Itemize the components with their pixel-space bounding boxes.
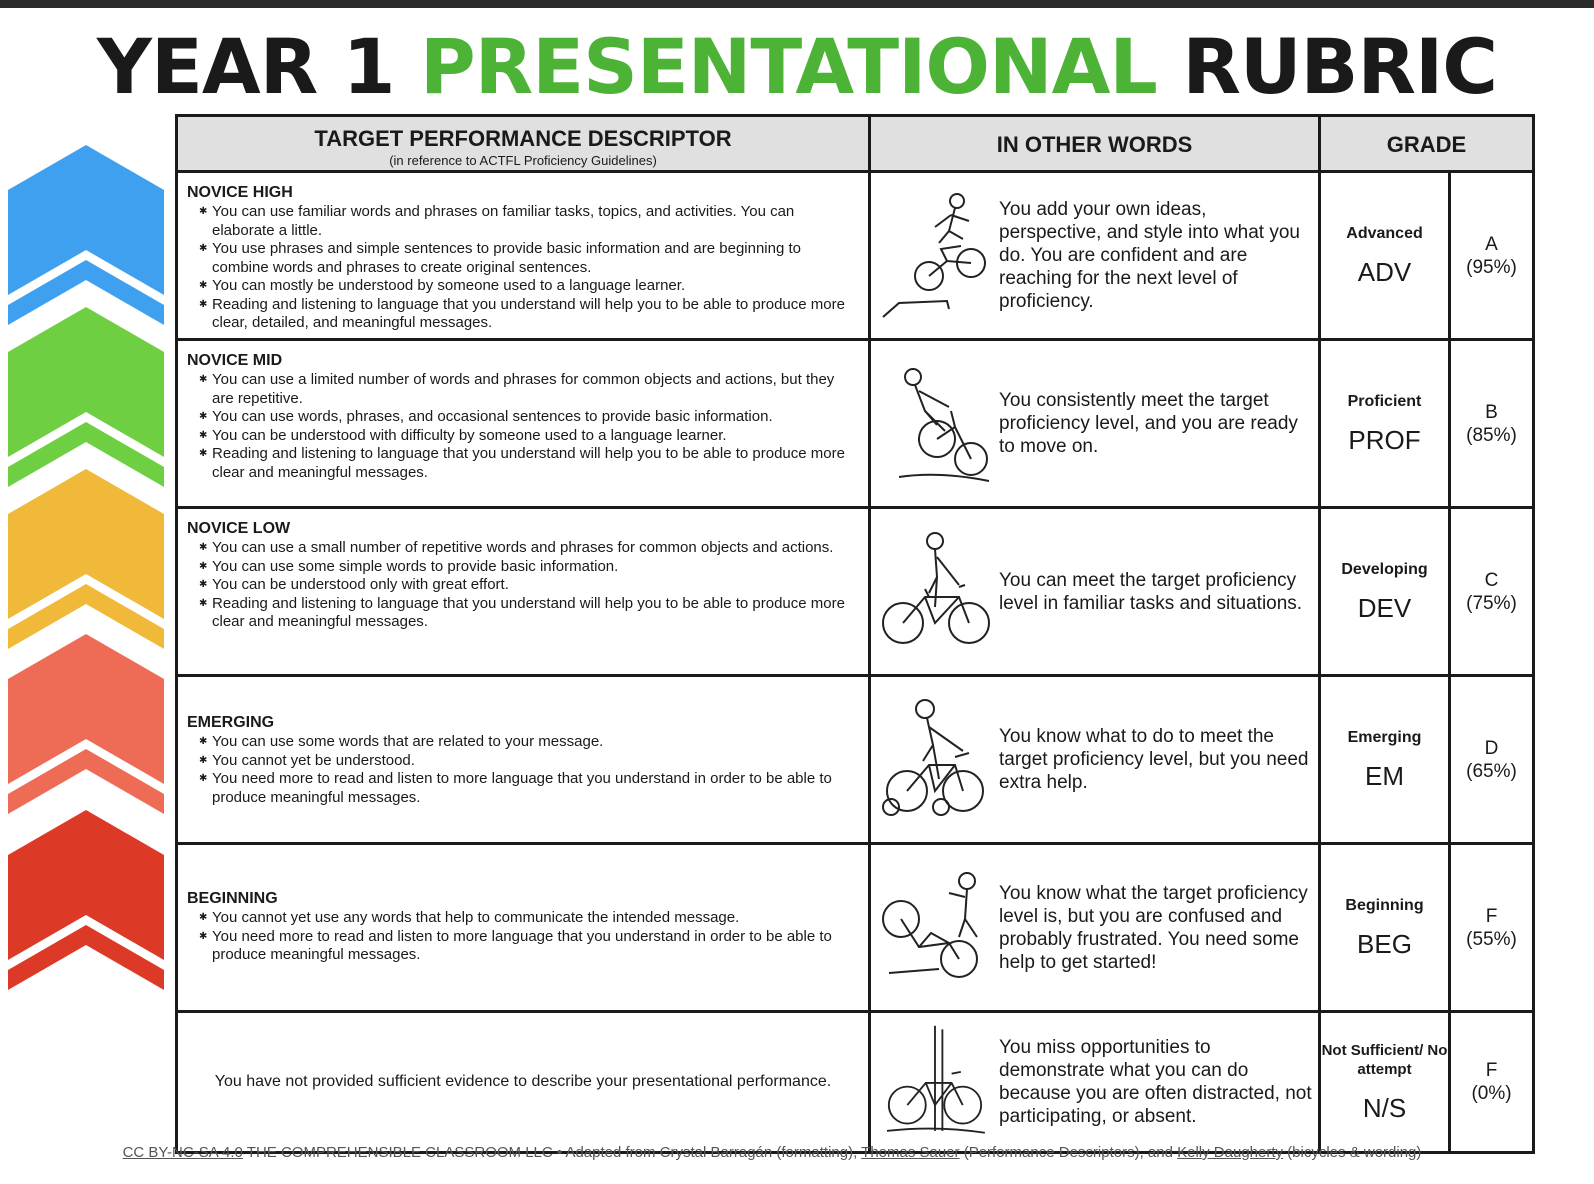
descriptor-bullet: ✱ You cannot yet use any words that help to communicate the intended message. [201,909,856,928]
descriptor-bullet: ✱ Reading and listening to language that you understand will help you to be able to produce more clear and meaningful messages. [201,445,856,482]
grade-percent: (75%) [1466,592,1517,614]
chevron-orange-icon [8,634,164,814]
rating-name: Emerging [1347,728,1422,746]
descriptor-bullet: ✱ You need more to read and listen to more language that you understand in order to be able to produce meaningful messages. [201,770,856,807]
grade-cell [1451,173,1532,338]
rating-name: Beginning [1345,896,1424,914]
descriptor-bullet: ✱ You can be understood only with great effort. [201,576,856,595]
descriptor-cell [178,677,871,842]
other-words-cell [871,509,1321,674]
level-title: NOVICE HIGH [187,184,293,201]
header-grade-cell [1321,117,1532,170]
parked-bike-icon [879,1022,991,1142]
author-link-thomas-sauer[interactable]: Thomas Sauer [861,1144,960,1161]
rating-cell [1321,341,1451,506]
cyclist-icon [879,527,991,657]
level-title: EMERGING [187,714,275,731]
descriptor-list [201,733,856,807]
footer-mid-text: (Performance Descriptors), and [959,1144,1178,1161]
descriptor-list [201,539,856,632]
descriptor-bullet: ✱ You can use a small number of repetitive words and phrases for common objects and actions. [201,539,856,558]
title-part-1: YEAR 1 [96,22,421,111]
grade-percent: (85%) [1466,424,1517,446]
grade-percent: (65%) [1466,760,1517,782]
level-title: BEGINNING [187,890,278,907]
header-other-words-cell [871,117,1321,170]
grade-letter: D [1484,737,1499,759]
header-descriptor: TARGET PERFORMANCE DESCRIPTOR [314,126,732,151]
header-row [178,117,1532,173]
rubric-row [178,1013,1532,1151]
descriptor-list [201,203,856,333]
rating-cell [1321,173,1451,338]
footer-credits [0,1144,1544,1161]
license-link[interactable]: CC BY-NC-SA 4.0 [122,1144,243,1161]
descriptor-bullet: ✱ You can use some words that are related to your message. [201,733,856,752]
chevron-blue-icon [8,145,164,325]
grade-percent: (95%) [1466,256,1517,278]
grade-cell [1451,1013,1532,1151]
footer-org-text: THE COMPREHENSIBLE CLASSROOM LLC • Adapted from Crystal Barragán (formatting), [242,1144,862,1161]
descriptor-bullet: ✱ You can use words, phrases, and occasional sentences to provide basic information. [201,408,856,427]
descriptor-cell [178,1013,871,1151]
chevron-red-icon [8,810,164,990]
rating-name: Advanced [1346,224,1423,242]
descriptor-bullet: ✱ You can use some simple words to provide basic information. [201,558,856,577]
rating-abbr: EM [1365,760,1404,791]
rating-abbr: PROF [1348,424,1421,455]
other-words-text: You can meet the target proficiency level in familiar tasks and situations. [999,569,1303,614]
other-words-cell [871,173,1321,338]
descriptor-bullet: ✱ You need more to read and listen to more language that you understand in order to be able to produce meaningful messages. [201,928,856,965]
grade-percent: (55%) [1466,928,1517,950]
descriptor-cell [178,509,871,674]
other-words-cell [871,845,1321,1010]
rubric-row [178,845,1532,1013]
rating-name: Not Sufficient/ No attempt [1321,1041,1448,1078]
grade-letter: F [1485,1060,1498,1081]
other-words-text: You know what the target proficiency level is, but you are confused and probably frustrated. You need some help to get started! [999,882,1308,973]
header-other-words: IN OTHER WORDS [996,132,1193,157]
descriptor-bullet: ✱ You can use familiar words and phrases on familiar tasks, topics, and activities. You can elaborate a little. [201,203,856,240]
descriptor-list [201,909,856,965]
rubric-row [178,677,1532,845]
header-descriptor-sub: (in reference to ACTFL Proficiency Guidelines) [389,153,657,168]
descriptor-bullet: ✱ You cannot yet be understood. [201,752,856,771]
other-words-text: You consistently meet the target proficiency level, and you are ready to move on. [999,390,1298,457]
rubric-row [178,341,1532,509]
grade-cell [1451,509,1532,674]
grade-cell [1451,677,1532,842]
rubric-row [178,509,1532,677]
header-descriptor-cell [178,117,871,170]
rating-cell [1321,845,1451,1010]
title-part-2: PRESENTATIONAL [420,22,1157,111]
rating-cell [1321,677,1451,842]
rating-name: Developing [1341,560,1428,578]
other-words-text: You know what to do to meet the target proficiency level, but you need extra help. [999,726,1309,793]
rating-abbr: ADV [1357,256,1412,287]
rating-abbr: DEV [1357,592,1412,623]
broken-bike-icon [879,863,991,993]
page-title [0,22,1594,112]
header-grade: GRADE [1386,132,1467,157]
level-title: NOVICE LOW [187,520,291,537]
descriptor-bullet: ✱ You can mostly be understood by someone used to a language learner. [201,277,856,296]
other-words-cell [871,1013,1321,1151]
descriptor-cell [178,341,871,506]
grade-letter: F [1485,905,1498,927]
insufficient-evidence-text: You have not provided sufficient evidence to describe your presentational performance. [214,1073,832,1090]
other-words-cell [871,341,1321,506]
descriptor-cell [178,845,871,1010]
training-wheels-bike-icon [879,695,991,825]
top-bar [0,0,1594,8]
chevron-yellow-icon [8,469,164,649]
grade-cell [1451,341,1532,506]
footer-tail-text: (bicycles & wording) [1283,1144,1422,1161]
descriptor-bullet: ✱ Reading and listening to language that you understand will help you to be able to produce more clear, detailed, and meaningful messages. [201,296,856,333]
rating-abbr: BEG [1357,928,1412,959]
bmx-jump-icon [879,191,991,321]
grade-cell [1451,845,1532,1010]
rating-cell [1321,1013,1451,1151]
grade-letter: C [1484,569,1499,591]
mountain-biker-icon [879,359,991,489]
other-words-text: You add your own ideas, perspective, and style into what you do. You are confident and are reaching for the next level of proficiency. [999,199,1301,312]
title-part-3: RUBRIC [1156,22,1498,111]
descriptor-bullet: ✱ You can use a limited number of words and phrases for common objects and actions, but they are repetitive. [201,371,856,408]
descriptor-bullet: ✱ Reading and listening to language that you understand will help you to be able to produce more clear and meaningful messages. [201,595,856,632]
rating-name: Proficient [1347,392,1422,410]
rubric-row [178,173,1532,341]
grade-letter: B [1485,401,1498,423]
descriptor-cell [178,173,871,338]
rubric-table [175,114,1535,1154]
rating-abbr: N/S [1362,1092,1407,1123]
chevron-arrows [8,145,168,1015]
descriptor-list [201,371,856,482]
descriptor-bullet: ✱ You can be understood with difficulty by someone used to a language learner. [201,427,856,446]
other-words-text: You miss opportunities to demonstrate what you can do because you are often distracted, not participating, or absent. [999,1037,1312,1127]
grade-percent: (0%) [1471,1083,1512,1104]
other-words-cell [871,677,1321,842]
author-link-kelly-daugherty[interactable]: Kelly Daugherty [1177,1144,1284,1161]
chevron-green-icon [8,307,164,487]
rating-cell [1321,509,1451,674]
grade-letter: A [1485,233,1498,255]
level-title: NOVICE MID [187,352,283,369]
descriptor-bullet: ✱ You use phrases and simple sentences to provide basic information and are beginning to combine words and phrases to create original sentences. [201,240,856,277]
